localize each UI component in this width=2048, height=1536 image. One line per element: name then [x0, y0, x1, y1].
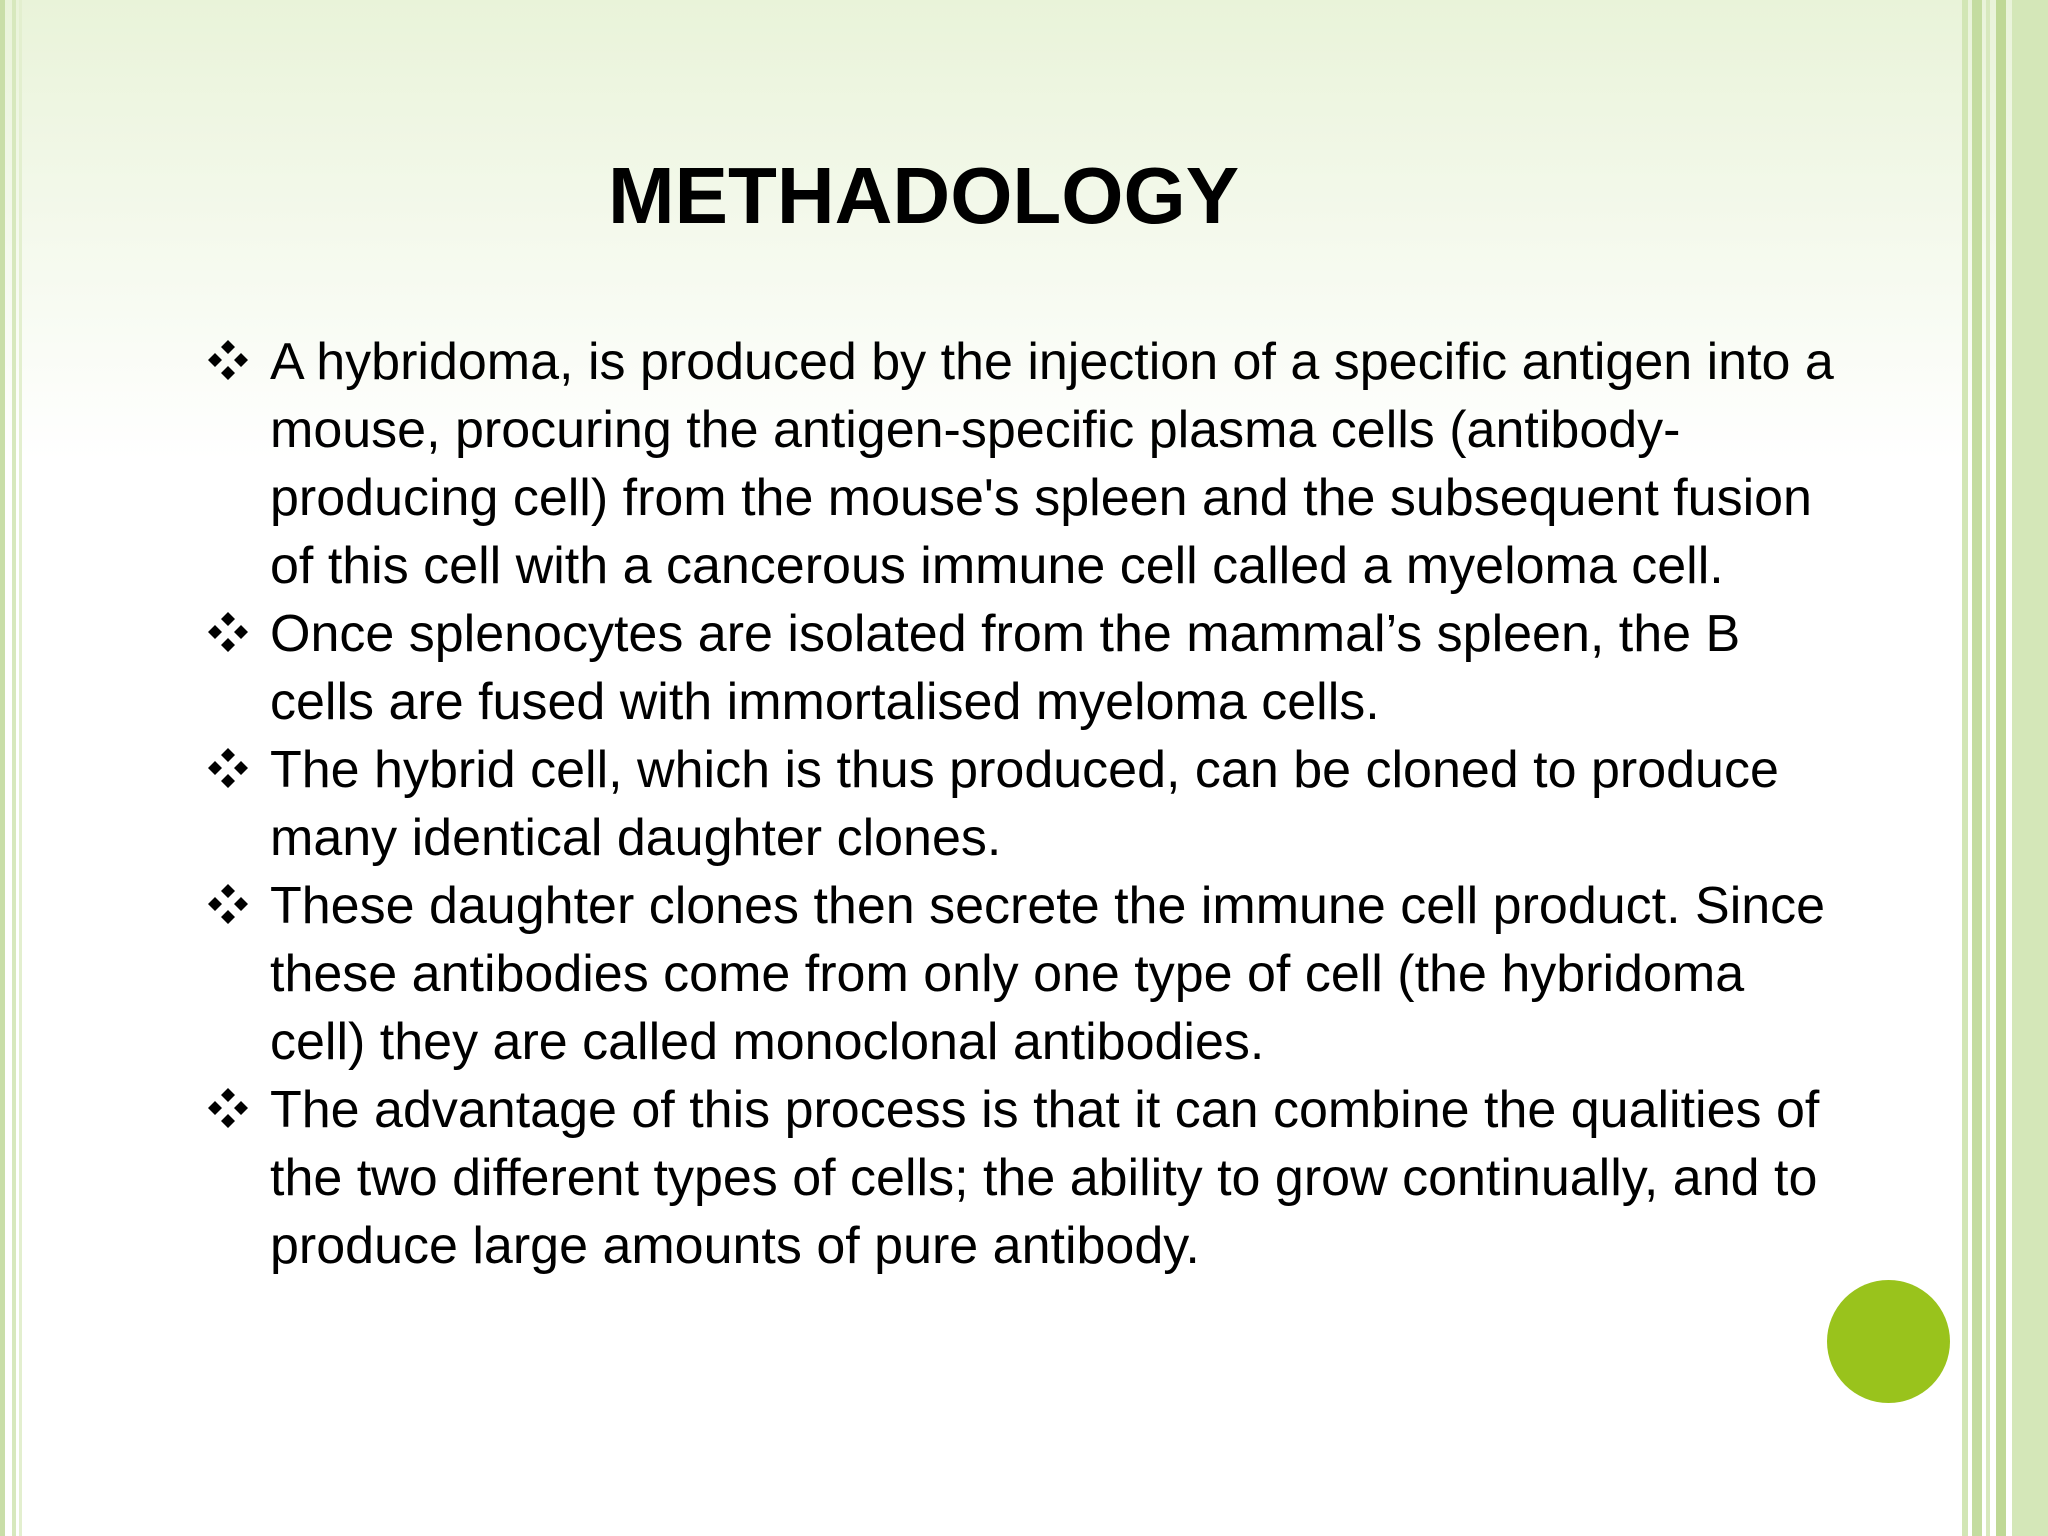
bullet-text: A hybridoma, is produced by the injection of a specific antigen into a mouse, procuring the antigen-specific plasma cells (antibody-producing cell) from the mouse's spleen and the subsequent fusion of this cell with a cancerous immune cell called a myeloma cell. — [270, 333, 1834, 595]
bullet-text: Once splenocytes are isolated from the mammal’s spleen, the B cells are fused with immortalised myeloma cells. — [270, 605, 1741, 731]
accent-circle — [1827, 1280, 1950, 1403]
bullet-text: The hybrid cell, which is thus produced, can be cloned to produce many identical daughter clones. — [270, 741, 1779, 867]
right-border-stripe — [1996, 0, 2006, 1536]
bullet-item — [200, 1076, 1840, 1280]
bullet-text: The advantage of this process is that it can combine the qualities of the two different types of cells; the ability to grow continually, and to produce large amounts of pure antibody. — [270, 1081, 1820, 1275]
slide-title: METHADOLOGY — [608, 151, 1240, 240]
four-diamond-bullet-icon — [206, 882, 250, 926]
four-diamond-bullet-icon — [206, 746, 250, 790]
left-border-stripe — [19, 0, 22, 1536]
right-border-stripe — [1962, 0, 1968, 1536]
right-border-stripe — [1972, 0, 1982, 1536]
four-diamond-bullet-icon — [206, 1086, 250, 1130]
four-diamond-bullet-icon — [206, 610, 250, 654]
right-border-stripe — [2012, 0, 2048, 1536]
right-border-stripe — [1986, 0, 1990, 1536]
four-diamond-bullet-icon — [206, 338, 250, 382]
left-border-stripe — [0, 0, 5, 1536]
bullet-item — [200, 328, 1840, 600]
bullet-item — [200, 600, 1840, 736]
bullet-item — [200, 736, 1840, 872]
bullet-item — [200, 872, 1840, 1076]
bullet-text: These daughter clones then secrete the immune cell product. Since these antibodies come from only one type of cell (the hybridoma cell) they are called monoclonal antibodies. — [270, 877, 1826, 1071]
bullet-list — [200, 328, 1840, 1280]
left-border-stripe — [12, 0, 16, 1536]
